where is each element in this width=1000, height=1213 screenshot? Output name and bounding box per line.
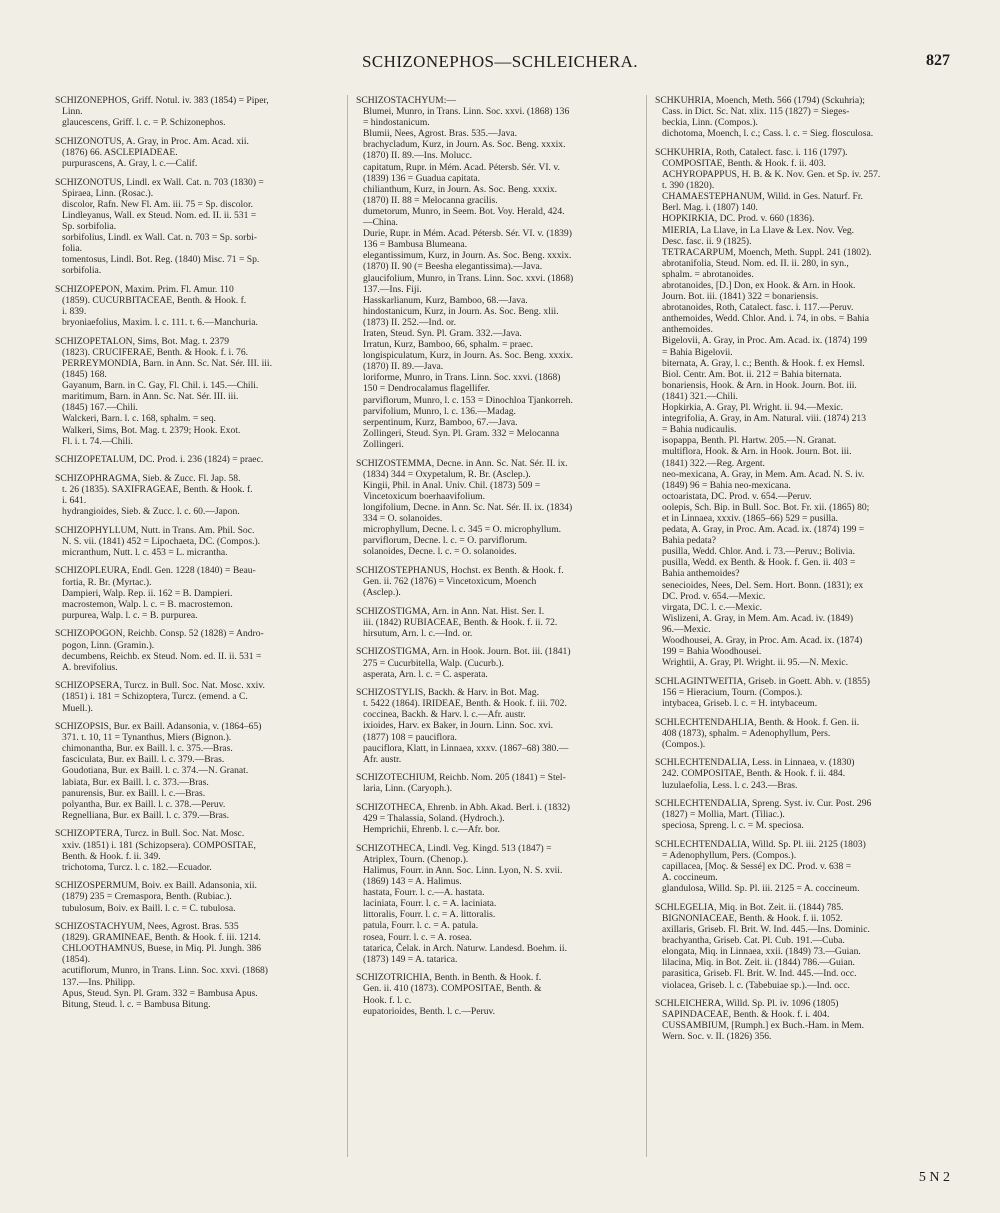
entry-line: 156 = Hieracium, Tourn. (Compos.). [662, 686, 803, 698]
entry-line: Apus, Steud. Syn. Pl. Gram. 332 = Bambusa Apus. [62, 987, 258, 999]
entry-heading-line: SCHIZOSTACHYUM, Nees, Agrost. Bras. 535 [55, 921, 239, 933]
entry-line: longifolium, Decne. in Ann. Sc. Nat. Sér. II. ix. (1834) [363, 501, 573, 513]
entry-line: Blumei, Munro, in Trans. Linn. Soc. xxvi. (1868) 136 [363, 106, 570, 118]
entry-line: (1851) i. 181 = Schizoptera, Turcz. (emend. a C. [62, 691, 248, 703]
dictionary-entry [55, 136, 338, 169]
dictionary-entry [356, 606, 638, 639]
entry-line: Irratun, Kurz, Bamboo, 66, sphalm. = praec. [363, 339, 534, 351]
entry-line: tubulosum, Boiv. ex Baill. l. c. = C. tubulosa. [62, 902, 236, 914]
entry-line: hirsutum, Arn. l. c.—Ind. or. [363, 627, 473, 639]
entry-line: asperata, Arn. l. c. = C. asperata. [363, 668, 488, 680]
dictionary-entry [55, 473, 338, 517]
dictionary-entry [655, 757, 951, 790]
entry-line: coccinea, Backh. & Harv. l. c.—Afr. austr. [363, 709, 526, 721]
entry-line: hydrangioides, Sieb. & Zucc. l. c. 60.—Japon. [62, 506, 240, 518]
entry-line: laciniata, Fourr. l. c. = A. laciniata. [363, 898, 497, 910]
dictionary-entry [655, 902, 951, 991]
entry-line: Hopkirkia, A. Gray, Pl. Wright. ii. 94.—Mexic. [662, 402, 844, 414]
entry-line: Cass. in Dict. Sc. Nat. xlix. 115 (1827) = Sieges- [662, 106, 850, 118]
entry-line: t. 5422 (1864). IRIDEAE, Benth. & Hook. f. iii. 702. [363, 698, 567, 710]
dictionary-entry [55, 454, 338, 465]
entry-heading-line: SCHKUHRIA, Roth, Catalect. fasc. i. 116 (1797). [655, 146, 848, 158]
entry-line: = Bahia Bigelovii. [662, 346, 733, 358]
entry-line: biternata, A. Gray, l. c.; Benth. & Hook. f. ex Hemsl. [662, 357, 865, 369]
entry-heading-line: SCHIZOSTACHYUM:— [356, 95, 456, 106]
entry-line: MIERIA, La Llave, in La Llave & Lex. Nov. Veg. [662, 224, 855, 236]
dictionary-entry [55, 880, 338, 913]
column-divider [646, 95, 647, 1157]
entry-line: panurensis, Bur. ex Baill. l. c.—Bras. [62, 787, 206, 799]
entry-line: integrifolia, A. Gray, in Am. Natural. viii. (1874) 213 [662, 413, 867, 425]
entry-line: (1841) 321.—Chili. [662, 390, 738, 402]
entry-heading-line: SCHLECHTENDALIA, Willd. Sp. Pl. iii. 2125 (1803) [655, 838, 866, 850]
entry-line: N. S. vii. (1841) 452 = Lipochaeta, DC. (Compos.). [62, 535, 261, 547]
entry-line: iii. (1842) RUBIACEAE, Benth. & Hook. f. ii. 72. [363, 616, 558, 628]
entry-heading-line: SCHIZOTECHIUM, Reichb. Nom. 205 (1841) = Stel- [356, 772, 566, 784]
column-divider [347, 95, 348, 1157]
entry-line: fortia, R. Br. (Myrtac.). [62, 576, 152, 588]
dictionary-entry [55, 525, 338, 558]
entry-line: intybacea, Griseb. l. c. = H. intybaceum. [662, 697, 818, 709]
entry-heading-line: SCHIZOPHRAGMA, Sieb. & Zucc. Fl. Jap. 58. [55, 472, 241, 484]
entry-line: (1876) 66. ASCLEPIADEAE. [62, 146, 178, 158]
entry-heading-line: SCHIZOSTYLIS, Backh. & Harv. in Bot. Mag. [356, 687, 539, 699]
column-right [655, 95, 951, 1050]
entry-line: 408 (1873), sphalm. = Adenophyllum, Pers. [662, 727, 831, 739]
entry-line: Zollingeri. [363, 438, 404, 450]
entry-heading-line: SCHIZOPTERA, Turcz. in Bull. Soc. Nat. Mosc. [55, 828, 245, 840]
entry-line: violacea, Griseb. l. c. (Tabebuiae sp.).—Ind. occ. [662, 979, 850, 991]
running-title: SCHIZONEPHOS—SCHLEICHERA. [362, 52, 638, 71]
entry-heading-line: SCHLEGELIA, Miq. in Bot. Zeit. ii. (1844) 785. [655, 901, 844, 913]
entry-line: bryoniaefolius, Maxim. l. c. 111. t. 6.—Manchuria. [62, 317, 258, 329]
entry-line: Durie, Rupr. in Mém. Acad. Pétersb. Sér. VI. v. (1839) [363, 228, 572, 240]
column-middle [356, 95, 638, 1024]
dictionary-entry [655, 798, 951, 831]
entry-line: Bitung, Steud. l. c. = Bambusa Bitung. [62, 998, 211, 1010]
entry-line: Vincetoxicum boerhaavifolium. [363, 490, 485, 502]
entry-line: Gen. ii. 410 (1873). COMPOSITAE, Benth. & [363, 983, 542, 995]
entry-line: bonariensis, Hook. & Arn. in Hook. Journ. Bot. iii. [662, 379, 857, 391]
entry-line: CHAMAESTEPHANUM, Willd. in Ges. Naturf. Fr. [662, 191, 863, 203]
entry-line: anthemoides, Wedd. Chlor. And. i. 74, in obs. = Bahia [662, 313, 869, 325]
entry-line: DC. Prod. v. 654.—Mexic. [662, 590, 766, 602]
entry-line: PERREYMONDIA, Barn. in Ann. Sc. Nat. Sér. III. iii. [62, 357, 272, 369]
entry-heading-line: SCHKUHRIA, Moench, Meth. 566 (1794) (Sckuhria); [655, 95, 865, 106]
entry-line: Zollingeri, Steud. Syn. Pl. Gram. 332 = Melocanna [363, 427, 560, 439]
entry-heading-line: SCHIZOTRICHIA, Benth. in Benth. & Hook. f. [356, 972, 542, 984]
entry-line: (1870) II. 89.—Ins. Molucc. [363, 150, 472, 162]
entry-line: Hasskarlianum, Kurz, Bamboo, 68.—Java. [363, 294, 528, 306]
entry-line: virgata, DC. l. c.—Mexic. [662, 601, 763, 613]
entry-line: (1870) II. 88 = Melocanna gracilis. [363, 194, 498, 206]
entry-line: longispiculatum, Kurz, in Journ. As. Soc. Beng. xxxix. [363, 350, 573, 362]
entry-line: parvifolium, Munro, l. c. 136.—Madag. [363, 405, 516, 417]
dictionary-entry [356, 802, 638, 835]
dictionary-entry [55, 565, 338, 620]
entry-line: patula, Fourr. l. c. = A. patula. [363, 920, 479, 932]
entry-line: = Adenophyllum, Pers. (Compos.). [662, 850, 797, 861]
entry-line: parasitica, Griseb. Fl. Brit. W. Ind. 445.—Ind. occ. [662, 968, 857, 980]
entry-line: t. 390 (1820). [662, 180, 715, 192]
dictionary-entry [655, 147, 951, 668]
dictionary-entry [356, 687, 638, 765]
entry-line: octoaristata, DC. Prod. v. 654.—Peruv. [662, 490, 812, 502]
entry-line: eupatorioides, Benth. l. c.—Peruv. [363, 1005, 496, 1017]
entry-line: (Compos.). [662, 738, 706, 750]
entry-line: (1859). CUCURBITACEAE, Benth. & Hook. f. [62, 295, 247, 306]
entry-line: Desc. fasc. ii. 9 (1825). [662, 235, 752, 247]
entry-line: 429 = Thalassia, Soland. (Hydroch.). [363, 813, 505, 825]
entry-line: neo-mexicana, A. Gray, in Mem. Am. Acad. N. S. iv. [662, 468, 865, 480]
dictionary-entry [356, 772, 638, 794]
entry-line: Wern. Soc. v. II. (1826) 356. [662, 1031, 772, 1043]
entry-line: glaucescens, Griff. l. c. = P. Schizonephos. [62, 117, 226, 129]
entry-line: Hemprichii, Ehrenb. l. c.—Afr. bor. [363, 824, 500, 836]
entry-line: glaucifolium, Munro, in Trans. Linn. Soc. xxvi. (1868) [363, 272, 574, 284]
entry-line: Bahia anthemoides? [662, 568, 740, 580]
entry-line: 199 = Bahia Woodhousei. [662, 646, 762, 658]
entry-heading-line: SCHIZOPEPON, Maxim. Prim. Fl. Amur. 110 [55, 283, 234, 295]
entry-line: 275 = Cucurbitella, Walp. (Cucurb.). [363, 657, 504, 669]
entry-line: brachyantha, Griseb. Cat. Pl. Cub. 191.—Cuba. [662, 935, 845, 947]
entry-heading-line: SCHLEICHERA, Willd. Sp. Pl. iv. 1096 (1805) [655, 998, 839, 1010]
signature-mark: 5 N 2 [918, 1170, 950, 1185]
entry-line: (1849) 96 = Bahia neo-mexicana. [662, 479, 791, 491]
entry-line: abrotanifolia, Steud. Nom. ed. II. ii. 280, in syn., [662, 257, 849, 269]
entry-line: Benth. & Hook. f. ii. 349. [62, 850, 161, 862]
entry-line: Linn. [62, 106, 83, 118]
entry-line: beckia, Linn. (Compos.). [662, 117, 758, 129]
entry-line: sorbifolia. [62, 265, 102, 277]
entry-line: parviflorum, Munro, l. c. 153 = Dinochloa Tjankorreh. [363, 394, 573, 406]
entry-line: COMPOSITAE, Benth. & Hook. f. ii. 403. [662, 157, 826, 169]
dictionary-entry [55, 95, 338, 128]
entry-heading-line: SCHIZOTHECA, Ehrenb. in Abh. Akad. Berl. i. (1832) [356, 802, 570, 814]
entry-line: littoralis, Fourr. l. c. = A. littoralis. [363, 909, 496, 921]
entry-line: (1845) 167.—Chili. [62, 402, 138, 414]
entry-line: (1879) 235 = Cremaspora, Benth. (Rubiac.). [62, 891, 232, 903]
entry-heading-line: SCHIZOPETALUM, DC. Prod. i. 236 (1824) = praec. [55, 454, 264, 466]
entry-line: (1854). [62, 954, 90, 966]
entry-line: Walkeri, Sims, Bot. Mag. t. 2379; Hook. Exot. [62, 424, 241, 436]
entry-line: pogon, Linn. (Gramin.). [62, 639, 155, 651]
entry-line: CHLOOTHAMNUS, Buese, in Miq. Pl. Jungh. 386 [62, 943, 262, 955]
entry-line: Journ. Bot. iii. (1841) 322 = bonariensis. [662, 291, 819, 303]
entry-heading-line: SCHIZOPETALON, Sims, Bot. Mag. t. 2379 [55, 335, 230, 347]
entry-line: (1877) 108 = pauciflora. [363, 731, 457, 743]
entry-line: CUSSAMBIUM, [Rumph.] ex Buch.-Ham. in Mem. [662, 1020, 864, 1032]
entry-line: (1873) II. 252.—Ind. or. [363, 316, 456, 328]
entry-line: dumetorum, Munro, in Seem. Bot. Voy. Herald, 424. [363, 205, 565, 217]
entry-line: HOPKIRKIA, DC. Prod. v. 660 (1836). [662, 213, 815, 225]
entry-line: pusilla, Wedd. ex Benth. & Hook. f. Gen. ii. 403 = [662, 557, 856, 569]
entry-line: (1873) 149 = A. tatarica. [363, 953, 458, 965]
page-number: 827 [926, 52, 950, 69]
entry-line: lilacina, Miq. in Bot. Zeit. ii. (1844) 786.—Guian. [662, 957, 855, 969]
entry-line: speciosa, Spreng. l. c. = M. speciosa. [662, 820, 804, 832]
entry-line: Iraten, Steud. Syn. Pl. Gram. 332.—Java. [363, 327, 522, 339]
entry-line: 150 = Dendrocalamus flagellifer. [363, 383, 490, 395]
entry-line: serpentinum, Kurz, Bamboo, 67.—Java. [363, 416, 518, 428]
entry-line: Muell.). [62, 702, 93, 714]
entry-line: = hindostanicum. [363, 117, 430, 129]
entry-line: Lindleyanus, Wall. ex Steud. Nom. ed. II. ii. 531 = [62, 209, 257, 221]
entry-line: Bigelovii, A. Gray, in Proc. Am. Acad. ix. (1874) 199 [662, 335, 868, 347]
entry-line: oolepis, Sch. Bip. in Bull. Soc. Bot. Fr. xii. (1865) 80; [662, 501, 870, 513]
entry-line: abrotanoides, Roth, Catalect. fasc. i. 117.—Peruv. [662, 302, 854, 314]
entry-heading-line: SCHIZONOTUS, A. Gray, in Proc. Am. Acad. xii. [55, 135, 249, 147]
dictionary-entry [356, 565, 638, 598]
entry-line: Halimus, Fourr. in Ann. Soc. Linn. Lyon, N. S. xvii. [363, 865, 563, 876]
entry-heading-line: SCHIZOSTEMMA, Decne. in Ann. Sc. Nat. Sér. II. ix. [356, 457, 568, 469]
entry-line: chilianthum, Kurz, in Journ. As. Soc. Beng. xxxix. [363, 183, 557, 195]
entry-heading-line: SCHLAGINTWEITIA, Griseb. in Goett. Abh. v. (1855) [655, 675, 870, 687]
entry-line: (Asclep.). [363, 587, 401, 599]
entry-line: 137.—Ins. Fiji. [363, 283, 422, 295]
entry-heading-line: SCHIZOPLEURA, Endl. Gen. 1228 (1840) = Beau- [55, 565, 256, 577]
entry-line: Sp. sorbifolia. [62, 220, 117, 232]
dictionary-entry [356, 95, 638, 450]
dictionary-entry [655, 676, 951, 709]
entry-line: SAPINDACEAE, Benth. & Hook. f. i. 404. [662, 1009, 830, 1021]
entry-line: sphalm. = abrotanoides. [662, 268, 754, 280]
entry-line: axillaris, Griseb. Fl. Brit. W. Ind. 445.—Ins. Dominic. [662, 924, 870, 936]
dictionary-entry [655, 717, 951, 750]
page-header [0, 52, 1000, 76]
entry-line: 242. COMPOSITAE, Benth. & Hook. f. ii. 484. [662, 768, 846, 780]
entry-line: ixioides, Harv. ex Baker, in Journ. Linn. Soc. xvi. [363, 720, 554, 732]
entry-line: acutiflorum, Munro, in Trans. Linn. Soc. xxvi. (1868) [62, 965, 268, 977]
dictionary-entry [655, 95, 951, 139]
entry-line: (1827) = Mollia, Mart. (Tiliac.). [662, 809, 785, 821]
entry-heading-line: SCHIZONEPHOS, Griff. Notul. iv. 383 (1854) = Piper, [55, 95, 269, 106]
entry-line: 371. t. 10, 11 = Tynanthus, Miers (Bignon.). [62, 732, 232, 744]
entry-line: luzulaefolia, Less. l. c. 243.—Bras. [662, 779, 798, 791]
entry-line: pusilla, Wedd. Chlor. And. i. 73.—Peruv.; Bolivia. [662, 546, 855, 558]
entry-line: Dampieri, Walp. Rep. ii. 162 = B. Dampieri. [62, 587, 233, 599]
entry-line: Regnelliana, Bur. ex Baill. l. c. 379.—Bras. [62, 809, 230, 821]
entry-line: —China. [363, 217, 398, 229]
entry-line: abrotanoides, [D.] Don, ex Hook. & Arn. in Hook. [662, 280, 856, 291]
entry-line: dichotoma, Moench, l. c.; Cass. l. c. = Sieg. flosculosa. [662, 128, 874, 140]
entry-line: Bahia pedata? [662, 535, 717, 547]
dictionary-entry [55, 828, 338, 872]
entry-line: Spiraea, Linn. (Rosac.). [62, 187, 154, 199]
entry-line: hastata, Fourr. l. c.—A. hastata. [363, 887, 485, 899]
dictionary-entry [55, 721, 338, 821]
entry-line: Wrightii, A. Gray, Pl. Wright. ii. 95.—N. Mexic. [662, 657, 849, 669]
dictionary-entry [356, 458, 638, 558]
entry-line: loriforme, Munro, in Trans. Linn. Soc. xxvi. (1868) [363, 372, 561, 384]
entry-heading-line: SCHIZONOTUS, Lindl. ex Wall. Cat. n. 703 (1830) = [55, 176, 264, 188]
entry-line: anthemoides. [662, 324, 713, 336]
dictionary-entry [655, 839, 951, 894]
entry-line: glandulosa, Willd. Sp. Pl. iii. 2125 = A. coccineum. [662, 883, 860, 895]
entry-line: Kingii, Phil. in Anal. Univ. Chil. (1873) 509 = [363, 479, 541, 491]
entry-line: 136 = Bambusa Blumeana. [363, 239, 467, 251]
entry-line: t. 26 (1835). SAXIFRAGEAE, Benth. & Hook. f. [62, 483, 253, 495]
entry-heading-line: SCHIZOSTIGMA, Arn. in Hook. Journ. Bot. iii. (1841) [356, 646, 571, 658]
entry-line: maritimum, Barn. in Ann. Sc. Nat. Sér. III. iii. [62, 391, 239, 403]
entry-heading-line: SCHLECHTENDAHLIA, Benth. & Hook. f. Gen. ii. [655, 716, 860, 728]
entry-line: Walckeri, Barn. l. c. 168, sphalm. = seq. [62, 413, 216, 425]
entry-line: parviflorum, Decne. l. c. = O. parviflorum. [363, 535, 528, 547]
entry-line: capitatum, Rupr. in Mém. Acad. Pétersb. Sér. VI. v. [363, 161, 560, 173]
entry-line: senecioides, Nees, Del. Sem. Hort. Bonn. (1831); ex [662, 579, 864, 591]
entry-line: Goudotiana, Bur. ex Baill. l. c. 374.—N. Granat. [62, 765, 249, 777]
entry-line: 137.—Ins. Philipp. [62, 976, 136, 988]
entry-line: (1841) 322.—Reg. Argent. [662, 457, 765, 469]
entry-line: elegantissimum, Kurz, in Journ. As. Soc. Beng. xxxix. [363, 250, 572, 262]
entry-line: brachycladum, Kurz, in Journ. As. Soc. Beng. xxxix. [363, 139, 566, 151]
entry-line: (1823). CRUCIFERAE, Benth. & Hook. f. i. 76. [62, 346, 249, 358]
entry-heading-line: SCHIZOPSERA, Turcz. in Bull. Soc. Nat. Mosc. xxiv. [55, 680, 265, 692]
entry-line: folia. [62, 243, 82, 255]
entry-line: fasciculata, Bur. ex Baill. l. c. 379.—Bras. [62, 754, 225, 766]
entry-line: pauciflora, Klatt, in Linnaea, xxxv. (1867–68) 380.— [363, 742, 569, 754]
entry-line: isopappa, Benth. Pl. Hartw. 205.—N. Granat. [662, 435, 837, 447]
entry-line: i. 839. [62, 306, 87, 318]
entry-line: (1869) 143 = A. Halimus. [363, 876, 462, 888]
entry-line: rosea, Fourr. l. c. = A. rosea. [363, 931, 472, 943]
entry-heading-line: SCHLECHTENDALIA, Spreng. Syst. iv. Cur. Post. 296 [655, 798, 872, 810]
entry-line: macrostemon, Walp. l. c. = B. macrostemon. [62, 598, 233, 610]
entry-heading-line: SCHIZOSTEPHANUS, Hochst. ex Benth. & Hook. f. [356, 564, 564, 576]
entry-line: Atriplex, Tourn. (Chenop.). [363, 853, 469, 865]
entry-line: Hook. f. l. c. [363, 994, 412, 1006]
entry-line: TETRACARPUM, Moench, Meth. Suppl. 241 (1802). [662, 246, 872, 258]
entry-line: Woodhousei, A. Gray, in Proc. Am. Acad. ix. (1874) [662, 635, 863, 646]
entry-line: Gayanum, Barn. in C. Gay, Fl. Chil. i. 145.—Chili. [62, 380, 259, 392]
entry-line: (1834) 344 = Oxypetalum, R. Br. (Asclep.). [363, 468, 531, 480]
dictionary-entry [356, 972, 638, 1016]
entry-line: (1829). GRAMINEAE, Benth. & Hook. f. iii. 1214. [62, 932, 261, 944]
dictionary-entry [655, 998, 951, 1042]
entry-line: Wislizeni, A. Gray, in Mem. Am. Acad. iv. (1849) [662, 612, 854, 624]
entry-line: polyantha, Bur. ex Baill. l. c. 378.—Peruv. [62, 798, 226, 810]
entry-line: 96.—Mexic. [662, 623, 711, 635]
entry-line: BIGNONIACEAE, Benth. & Hook. f. ii. 1052. [662, 912, 843, 924]
entry-line: (1845) 168. [62, 369, 107, 381]
entry-line: Afr. austr. [363, 753, 402, 765]
entry-line: tatarica, Čelak. in Arch. Naturw. Landesd. Boehm. ii. [363, 942, 567, 954]
entry-line: xxiv. (1851) i. 181 (Schizopsera). COMPOSITAE, [62, 839, 256, 851]
entry-line: multiflora, Hook. & Arn. in Hook. Journ. Bot. iii. [662, 446, 852, 458]
dictionary-entry [55, 177, 338, 277]
entry-line: chimonantha, Bur. ex Baill. l. c. 375.—Bras. [62, 743, 233, 755]
dictionary-entry [55, 628, 338, 672]
entry-line: A. coccineum. [662, 872, 718, 884]
entry-line: purpurea, Walp. l. c. = B. purpurea. [62, 609, 198, 621]
entry-line: purpurascens, A. Gray, l. c.—Calif. [62, 157, 198, 169]
entry-line: laria, Linn. (Caryoph.). [363, 783, 452, 795]
entry-line: microphyllum, Decne. l. c. 345 = O. microphyllum. [363, 524, 562, 536]
entry-line: i. 641. [62, 495, 87, 506]
entry-line: et in Linnaea, xxxiv. (1865–66) 529 = pusilla. [662, 512, 838, 524]
entry-line: trichotoma, Turcz. l. c. 182.—Ecuador. [62, 861, 212, 873]
entry-heading-line: SCHLECHTENDALIA, Less. in Linnaea, v. (1830) [655, 757, 855, 769]
entry-line: hindostanicum, Kurz, in Journ. As. Soc. Beng. xlii. [363, 305, 559, 317]
dictionary-entry [55, 680, 338, 713]
entry-line: solanoides, Decne. l. c. = O. solanoides. [363, 546, 517, 558]
entry-line: = Bahia nudicaulis. [662, 424, 737, 436]
entry-line: labiata, Bur. ex Baill. l. c. 373.—Bras. [62, 776, 209, 788]
dictionary-entry [356, 646, 638, 679]
entry-line: sorbifolius, Lindl. ex Wall. Cat. n. 703 = Sp. sorbi- [62, 232, 257, 244]
entry-heading-line: SCHIZOSPERMUM, Boiv. ex Baill. Adansonia, xii. [55, 880, 257, 892]
entry-line: discolor, Rafn. New Fl. Am. iii. 75 = Sp. discolor. [62, 198, 254, 210]
entry-line: Biol. Centr. Am. Bot. ii. 212 = Bahia biternata. [662, 368, 842, 380]
dictionary-entry [55, 921, 338, 1010]
entry-line: Blumii, Nees, Agrost. Bras. 535.—Java. [363, 128, 518, 140]
entry-line: 334 = O. solanoides. [363, 512, 443, 524]
dictionary-entry [55, 284, 338, 328]
entry-heading-line: SCHIZOPHYLLUM, Nutt. in Trans. Am. Phil. Soc. [55, 524, 255, 536]
entry-line: Fl. i. t. 74.—Chili. [62, 435, 133, 447]
entry-line: A. brevifolius. [62, 661, 118, 673]
entry-line: decumbens, Reichb. ex Steud. Nom. ed. II. ii. 531 = [62, 650, 262, 662]
entry-line: capillacea, [Moç. & Sessé] ex DC. Prod. v. 638 = [662, 861, 852, 873]
entry-line: elongata, Miq. in Linnaea, xxii. (1849) 73.—Guian. [662, 946, 861, 958]
entry-heading-line: SCHIZOPOGON, Reichb. Consp. 52 (1828) = Andro- [55, 628, 264, 640]
column-left [55, 95, 338, 1017]
entry-heading-line: SCHIZOPSIS, Bur. ex Baill. Adansonia, v. (1864–65) [55, 721, 262, 733]
entry-line: (1870) II. 89.—Java. [363, 361, 444, 373]
entry-line: tomentosus, Lindl. Bot. Reg. (1840) Misc. 71 = Sp. [62, 254, 260, 266]
entry-heading-line: SCHIZOTHECA, Lindl. Veg. Kingd. 513 (1847) = [356, 842, 552, 854]
entry-heading-line: SCHIZOSTIGMA, Arn. in Ann. Nat. Hist. Ser. I. [356, 605, 545, 617]
entry-line: (1870) II. 90 (= Beesha elegantissima).—Java. [363, 261, 543, 273]
entry-line: Berl. Mag. i. (1807) 140. [662, 202, 758, 214]
entry-line: ACHYROPAPPUS, H. B. & K. Nov. Gen. et Sp. iv. 257. [662, 169, 881, 181]
dictionary-entry [55, 336, 338, 447]
entry-line: Gen. ii. 762 (1876) = Vincetoxicum, Moench [363, 575, 537, 587]
dictionary-entry [356, 843, 638, 965]
entry-line: (1839) 136 = Guadua capitata. [363, 172, 481, 184]
entry-line: micranthum, Nutt. l. c. 453 = L. micrantha. [62, 546, 228, 558]
entry-line: pedata, A. Gray, in Proc. Am. Acad. ix. (1874) 199 = [662, 524, 865, 536]
